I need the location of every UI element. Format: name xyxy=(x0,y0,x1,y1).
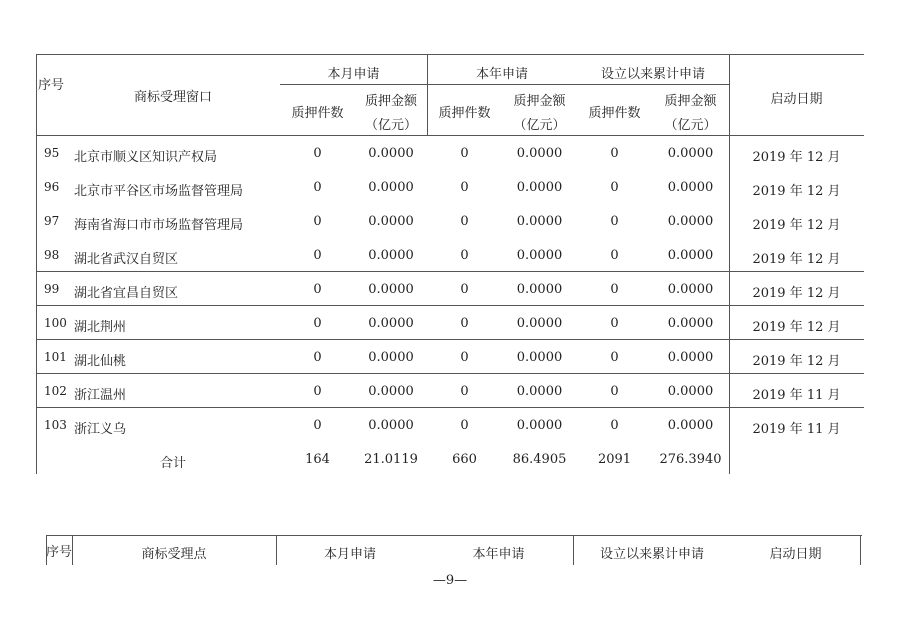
cell-y-amt: 0.0000 xyxy=(516,214,563,229)
cell-c-cnt: 0 xyxy=(610,316,619,331)
cell-date: 2019 年 12 月 xyxy=(752,354,841,369)
cell-no: 98 xyxy=(44,248,60,262)
cell-y-cnt: 0 xyxy=(460,316,469,331)
header-month-count: 质押件数 xyxy=(291,106,344,121)
total-month-count: 164 xyxy=(305,452,330,467)
cell-c-cnt: 0 xyxy=(610,418,619,433)
table1-row-divider xyxy=(36,305,864,306)
table2-top-border xyxy=(46,535,862,536)
cell-c-cnt: 0 xyxy=(610,282,619,297)
table2-header-year: 本年申请 xyxy=(472,547,525,562)
cell-m-cnt: 0 xyxy=(313,316,322,331)
cell-y-amt: 0.0000 xyxy=(516,418,563,433)
cell-m-amt: 0.0000 xyxy=(368,214,414,229)
cell-y-cnt: 0 xyxy=(460,214,469,229)
header-year-amount: 质押金额 xyxy=(513,94,566,109)
header-month-amount: 质押金额 xyxy=(364,94,417,109)
cell-y-amt: 0.0000 xyxy=(516,316,563,331)
table1-row-divider xyxy=(36,339,864,340)
cell-name: 湖北省武汉自贸区 xyxy=(74,252,179,267)
total-month-amount: 21.0119 xyxy=(364,452,418,467)
cell-name: 湖北仙桃 xyxy=(74,354,127,369)
cell-y-cnt: 0 xyxy=(460,418,469,433)
total-label: 合计 xyxy=(159,456,186,471)
cell-no: 96 xyxy=(44,180,60,194)
cell-no: 95 xyxy=(44,146,60,160)
cell-y-cnt: 0 xyxy=(460,384,469,399)
table1-row-divider xyxy=(36,271,864,272)
cell-y-cnt: 0 xyxy=(460,180,469,195)
cell-c-amt: 0.0000 xyxy=(667,316,714,331)
cell-name: 北京市平谷区市场监督管理局 xyxy=(74,184,244,199)
table2-header-start-date: 启动日期 xyxy=(769,547,822,562)
header-month: 本月申请 xyxy=(327,67,380,82)
cell-date: 2019 年 12 月 xyxy=(752,218,841,233)
total-year-amount: 86.4905 xyxy=(512,452,567,467)
header-year: 本年申请 xyxy=(475,67,528,82)
cell-c-amt: 0.0000 xyxy=(667,350,714,365)
cell-m-amt: 0.0000 xyxy=(368,384,414,399)
cell-m-cnt: 0 xyxy=(313,146,322,161)
table1-header-bottom xyxy=(36,135,864,136)
header-cumulative-count: 质押件数 xyxy=(588,106,641,121)
cell-m-amt: 0.0000 xyxy=(368,418,414,433)
cell-no: 103 xyxy=(44,418,67,432)
cell-m-cnt: 0 xyxy=(313,418,322,433)
cell-m-cnt: 0 xyxy=(313,384,322,399)
cell-m-amt: 0.0000 xyxy=(368,146,414,161)
header-cumulative-amount: 质押金额 xyxy=(664,94,717,109)
table2-header-point: 商标受理点 xyxy=(141,547,207,562)
cell-name: 湖北荆州 xyxy=(74,320,127,335)
cell-y-amt: 0.0000 xyxy=(516,384,563,399)
cell-m-cnt: 0 xyxy=(313,350,322,365)
cell-c-cnt: 0 xyxy=(610,350,619,365)
table2-header-cumulative: 设立以来累计申请 xyxy=(599,547,704,562)
cell-y-cnt: 0 xyxy=(460,248,469,263)
header-year-count: 质押件数 xyxy=(438,106,491,121)
cell-m-cnt: 0 xyxy=(313,282,322,297)
header-start-date: 启动日期 xyxy=(770,92,823,107)
cell-date: 2019 年 12 月 xyxy=(752,320,841,335)
cell-y-amt: 0.0000 xyxy=(516,350,563,365)
table2-header-seq: 序号 xyxy=(46,545,73,560)
header-cumulative-amount-unit: （亿元） xyxy=(664,118,717,133)
cell-date: 2019 年 11 月 xyxy=(752,422,841,437)
cell-name: 浙江温州 xyxy=(74,388,127,403)
cell-m-amt: 0.0000 xyxy=(368,350,414,365)
table1-top-border xyxy=(36,54,864,55)
total-cumulative-count: 2091 xyxy=(597,452,632,467)
cell-date: 2019 年 12 月 xyxy=(752,286,841,301)
table1-row-divider xyxy=(36,407,864,408)
cell-date: 2019 年 12 月 xyxy=(752,184,841,199)
cell-y-cnt: 0 xyxy=(460,282,469,297)
cell-m-amt: 0.0000 xyxy=(368,248,414,263)
cell-y-amt: 0.0000 xyxy=(516,248,563,263)
page-number: —9— xyxy=(432,573,468,588)
cell-y-cnt: 0 xyxy=(460,350,469,365)
cell-y-amt: 0.0000 xyxy=(516,282,563,297)
header-year-amount-unit: （亿元） xyxy=(513,118,566,133)
cell-y-cnt: 0 xyxy=(460,146,469,161)
cell-c-amt: 0.0000 xyxy=(667,180,714,195)
cell-m-amt: 0.0000 xyxy=(368,180,414,195)
header-month-amount-unit: （亿元） xyxy=(364,118,417,133)
cell-no: 102 xyxy=(44,384,67,398)
cell-c-amt: 0.0000 xyxy=(667,282,714,297)
cell-c-cnt: 0 xyxy=(610,146,619,161)
cell-no: 99 xyxy=(44,282,60,296)
table2-border xyxy=(860,535,861,565)
header-window: 商标受理窗口 xyxy=(133,90,212,105)
cell-date: 2019 年 12 月 xyxy=(752,252,841,267)
table1-subheader-line xyxy=(280,84,729,85)
cell-c-amt: 0.0000 xyxy=(667,248,714,263)
cell-m-cnt: 0 xyxy=(313,180,322,195)
cell-m-cnt: 0 xyxy=(313,248,322,263)
total-cumulative-amount: 276.3940 xyxy=(659,452,722,467)
cell-c-cnt: 0 xyxy=(610,248,619,263)
cell-no: 100 xyxy=(44,316,67,330)
total-year-count: 660 xyxy=(452,452,477,467)
header-seq: 序号 xyxy=(37,78,64,93)
cell-name: 海南省海口市市场监督管理局 xyxy=(74,218,244,233)
cell-c-amt: 0.0000 xyxy=(667,418,714,433)
cell-no: 97 xyxy=(44,214,60,228)
cell-c-amt: 0.0000 xyxy=(667,384,714,399)
cell-c-amt: 0.0000 xyxy=(667,146,714,161)
cell-m-cnt: 0 xyxy=(313,214,322,229)
cell-m-amt: 0.0000 xyxy=(368,316,414,331)
cell-y-amt: 0.0000 xyxy=(516,180,563,195)
cell-name: 湖北省宜昌自贸区 xyxy=(74,286,179,301)
table2-header-month: 本月申请 xyxy=(323,547,376,562)
cell-name: 北京市顺义区知识产权局 xyxy=(74,150,218,165)
cell-c-amt: 0.0000 xyxy=(667,214,714,229)
cell-date: 2019 年 11 月 xyxy=(752,388,841,403)
header-cumulative: 设立以来累计申请 xyxy=(600,67,705,82)
cell-c-cnt: 0 xyxy=(610,384,619,399)
cell-name: 浙江义乌 xyxy=(74,422,127,437)
cell-y-amt: 0.0000 xyxy=(516,146,563,161)
cell-c-cnt: 0 xyxy=(610,214,619,229)
cell-no: 101 xyxy=(44,350,67,364)
cell-m-amt: 0.0000 xyxy=(368,282,414,297)
table1-left-border xyxy=(36,54,37,474)
cell-date: 2019 年 12 月 xyxy=(752,150,841,165)
cell-c-cnt: 0 xyxy=(610,180,619,195)
table1-row-divider xyxy=(36,373,864,374)
